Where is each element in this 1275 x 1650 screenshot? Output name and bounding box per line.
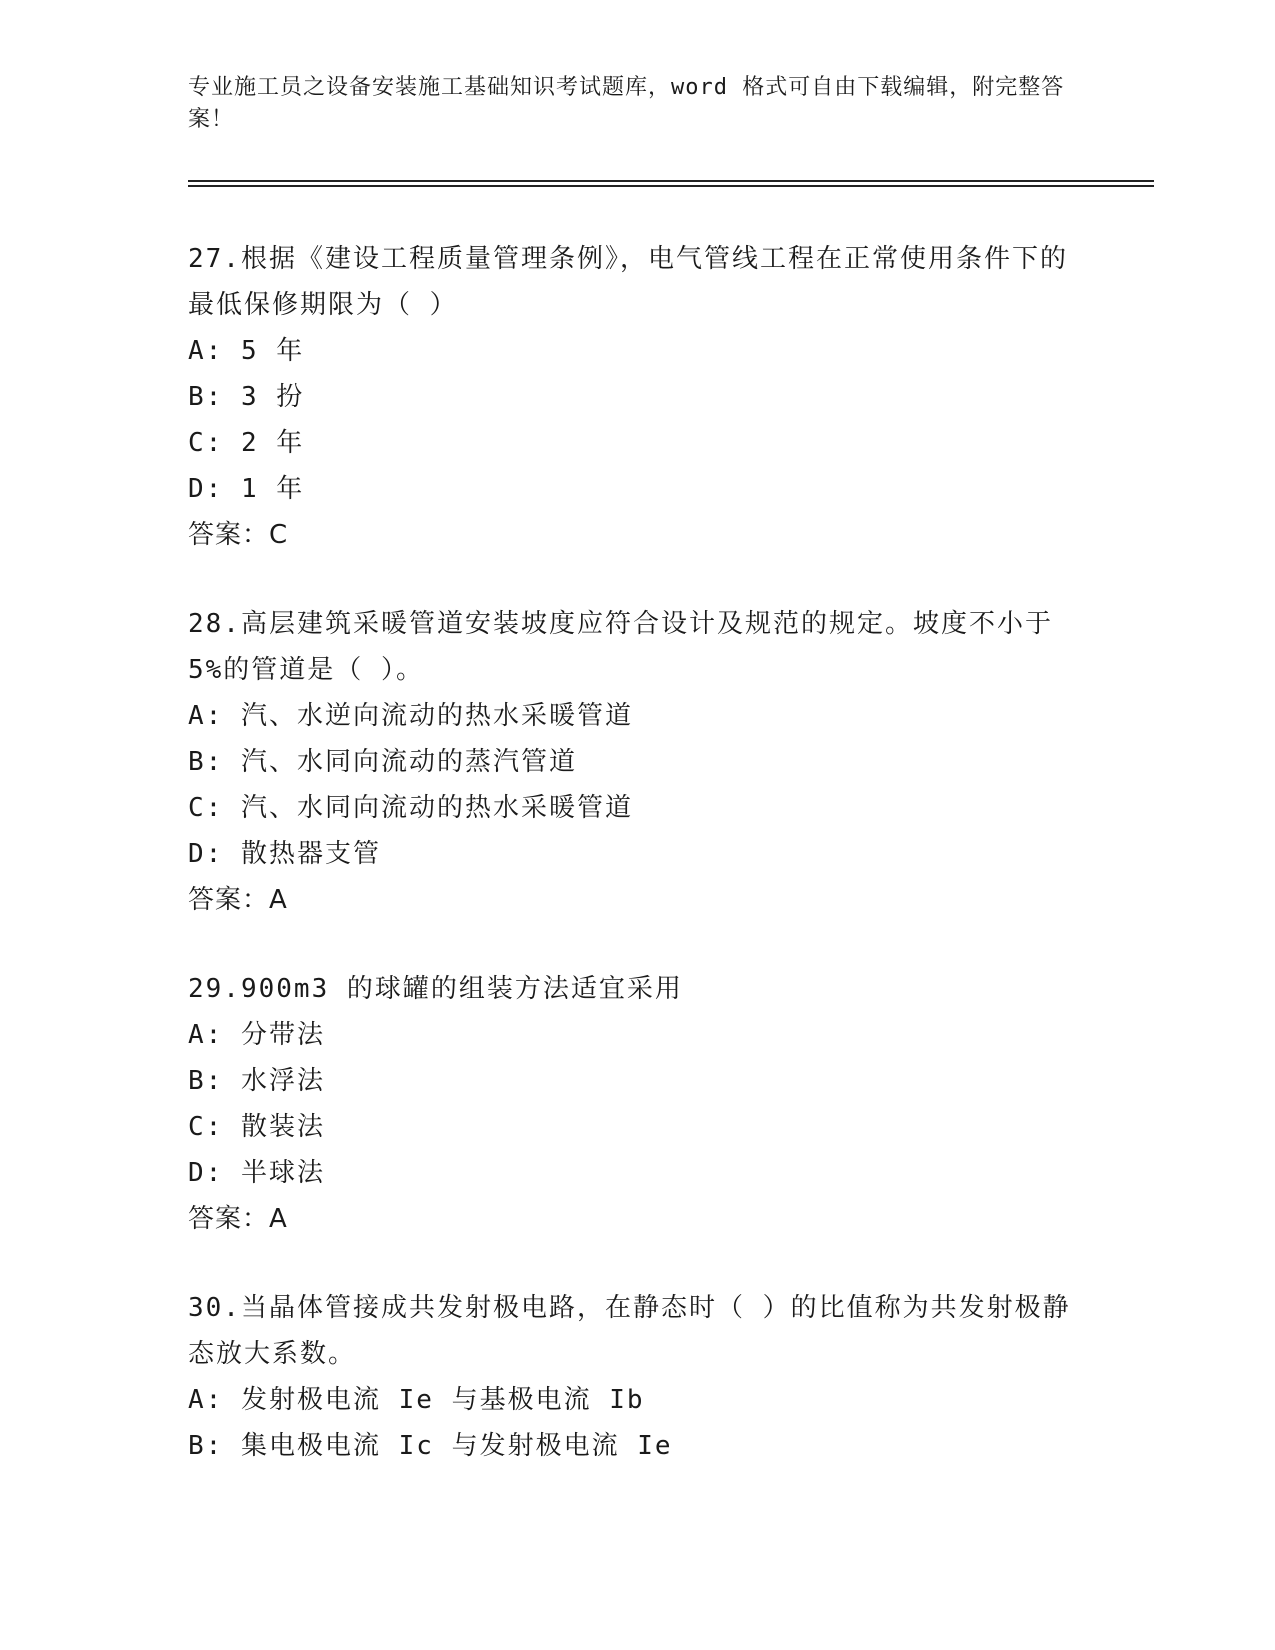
answer-line: 答案：C bbox=[188, 520, 289, 550]
option-a: A: 发射极电流 Ie 与基极电流 Ib bbox=[188, 1385, 645, 1415]
option-d: D: 散热器支管 bbox=[188, 839, 381, 869]
option-b: B: 集电极电流 Ic 与发射极电流 Ie bbox=[188, 1431, 673, 1461]
option-b: B: 汽、水同向流动的蒸汽管道 bbox=[188, 747, 577, 777]
question-30 bbox=[188, 1285, 1088, 1469]
option-a: A: 汽、水逆向流动的热水采暖管道 bbox=[188, 701, 633, 731]
question-28 bbox=[188, 601, 1088, 923]
option-b: B: 水浮法 bbox=[188, 1066, 325, 1096]
option-a: A: 5 年 bbox=[188, 336, 305, 366]
option-c: C: 汽、水同向流动的热水采暖管道 bbox=[188, 793, 633, 823]
question-stem: 30.当晶体管接成共发射极电路，在静态时（ ）的比值称为共发射极静态放大系数。 bbox=[188, 1293, 1071, 1369]
question-stem: 29.900m3 的球罐的组装方法适宜采用 bbox=[188, 974, 683, 1004]
option-c: C: 散装法 bbox=[188, 1112, 325, 1142]
answer-line: 答案：A bbox=[188, 1204, 288, 1234]
option-d: D: 半球法 bbox=[188, 1158, 325, 1188]
option-b: B: 3 扮 bbox=[188, 382, 305, 412]
header-divider-bottom bbox=[188, 185, 1154, 187]
question-29 bbox=[188, 966, 1088, 1242]
document-header-note: 专业施工员之设备安装施工基础知识考试题库，word 格式可自由下载编辑，附完整答案！ bbox=[188, 75, 1065, 132]
question-stem: 28.高层建筑采暖管道安装坡度应符合设计及规范的规定。坡度不小于5%的管道是（ ）。 bbox=[188, 609, 1053, 685]
option-a: A: 分带法 bbox=[188, 1020, 325, 1050]
answer-line: 答案：A bbox=[188, 885, 288, 915]
question-stem: 27.根据《建设工程质量管理条例》，电气管线工程在正常使用条件下的最低保修期限为（ ） bbox=[188, 244, 1068, 320]
option-d: D: 1 年 bbox=[188, 474, 305, 504]
option-c: C: 2 年 bbox=[188, 428, 305, 458]
question-27 bbox=[188, 236, 1088, 558]
header-divider-top bbox=[188, 180, 1154, 182]
